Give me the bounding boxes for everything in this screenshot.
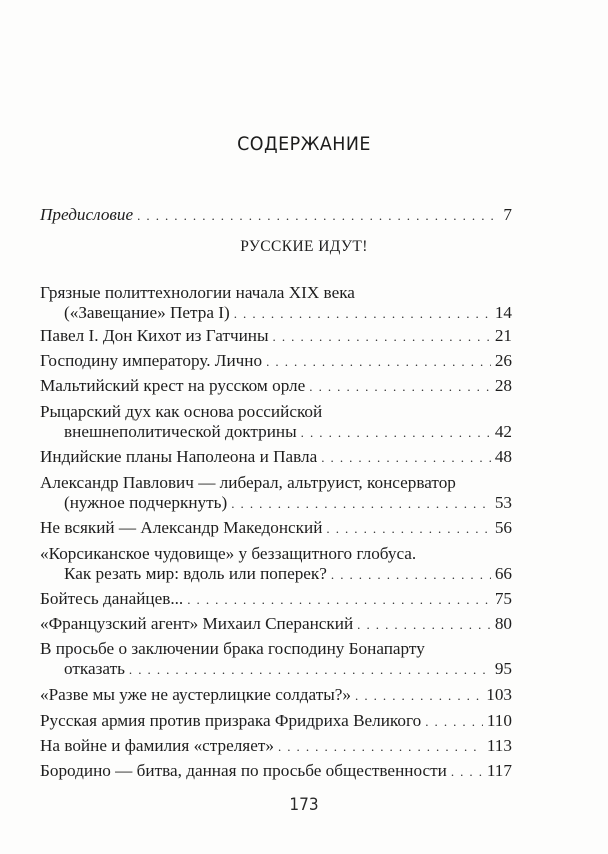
dot-leader — [331, 565, 491, 585]
preface-title: Предисловие — [40, 205, 134, 224]
dot-leader — [301, 423, 491, 443]
dot-leader — [187, 590, 491, 610]
entry-title-line: внешнеполитической доктрины — [64, 422, 297, 441]
page-number: 21 — [494, 326, 512, 345]
toc-entry — [40, 614, 512, 635]
page-folio: 173 — [289, 795, 319, 815]
dot-leader — [425, 712, 483, 732]
page-number: 66 — [494, 564, 512, 583]
page-number: 117 — [486, 761, 512, 780]
page-number: 80 — [494, 614, 512, 633]
page-number: 7 — [503, 205, 512, 224]
toc-entry — [40, 761, 512, 782]
page-number: 95 — [494, 659, 512, 678]
toc-entry — [40, 589, 512, 610]
page-number: 48 — [494, 447, 512, 466]
dot-leader — [278, 737, 483, 757]
toc-entry — [40, 402, 512, 443]
page-number: 42 — [494, 422, 512, 441]
toc-entry — [40, 351, 512, 372]
page-number: 26 — [494, 351, 512, 370]
dot-leader — [326, 519, 490, 539]
entry-title-line: Господину императору. Лично — [40, 351, 263, 370]
toc-entry — [40, 283, 512, 324]
entry-title-line: На войне и фамилия «стреляет» — [40, 736, 274, 755]
entry-title-line: Мальтийский крест на русском орле — [40, 376, 306, 395]
dot-leader — [266, 352, 491, 372]
contents-heading: СОДЕРЖАНИЕ — [237, 133, 371, 155]
entry-title-line: Грязные политтехнологии начала XIX века — [40, 283, 355, 302]
toc-entry — [40, 736, 512, 757]
entry-title-line: «Французский агент» Михаил Сперанский — [40, 614, 354, 633]
entry-title-line: Бородино — битва, данная по просьбе общественности — [40, 761, 447, 780]
entry-title-line: Павел I. Дон Кихот из Гатчины — [40, 326, 269, 345]
entry-title-line: Не всякий — Александр Македонский — [40, 518, 323, 537]
dot-leader — [234, 304, 491, 324]
dot-leader — [273, 327, 491, 347]
entry-title-line: «Корсиканское чудовище» у беззащитного глобуса. — [40, 544, 417, 563]
toc-entry — [40, 544, 512, 585]
toc-entry — [40, 473, 512, 514]
section-title: РУССКИЕ ИДУТ! — [240, 238, 368, 255]
dot-leader — [137, 206, 494, 226]
entry-title-line: Бойтесь данайцев... — [40, 589, 184, 608]
dot-leader — [357, 615, 491, 635]
page-number: 113 — [486, 736, 512, 755]
entry-title-line: Индийские планы Наполеона и Павла — [40, 447, 318, 466]
page-number: 56 — [494, 518, 512, 537]
toc-entry — [40, 711, 512, 732]
entry-title-line: Русская армия против призрака Фридриха Великого — [40, 711, 422, 730]
dot-leader — [451, 762, 483, 782]
entry-title-line: Как резать мир: вдоль или поперек? — [64, 564, 327, 583]
entry-title-line: Александр Павлович — либерал, альтруист, консерватор — [40, 473, 456, 492]
entry-title-line: отказать — [64, 659, 125, 678]
entry-title-line: («Завещание» Петра I) — [64, 303, 230, 322]
dot-leader — [309, 377, 491, 397]
dot-leader — [231, 494, 491, 514]
toc-entry — [40, 518, 512, 539]
toc-entry — [40, 685, 512, 706]
page-number: 28 — [494, 376, 512, 395]
toc-entry — [40, 326, 512, 347]
toc-entry — [40, 639, 512, 680]
dot-leader — [355, 686, 482, 706]
toc-entry — [40, 447, 512, 468]
page-number: 103 — [486, 685, 512, 704]
entry-title-line: Рыцарский дух как основа российской — [40, 402, 323, 421]
page-number: 53 — [494, 493, 512, 512]
toc-entry — [40, 376, 512, 397]
toc-entry-preface — [40, 205, 512, 226]
page-number: 110 — [486, 711, 512, 730]
page-number: 14 — [494, 303, 512, 322]
entry-title-line: «Разве мы уже не аустерлицкие солдаты?» — [40, 685, 352, 704]
dot-leader — [129, 660, 491, 680]
entry-title-line: В просьбе о заключении брака господину Бонапарту — [40, 639, 425, 658]
entry-title-line: (нужное подчеркнуть) — [64, 493, 228, 512]
dot-leader — [321, 448, 491, 468]
page-number: 75 — [494, 589, 512, 608]
